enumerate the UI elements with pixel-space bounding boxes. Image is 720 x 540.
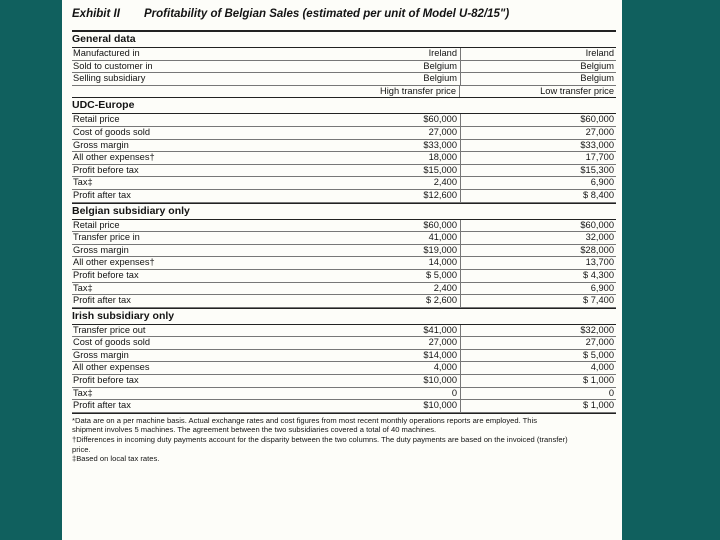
value-low: $60,000 <box>580 219 614 230</box>
section-heading-irish: Irish subsidiary only <box>72 308 616 325</box>
value-low: 17,700 <box>585 152 614 163</box>
table-row <box>72 337 616 350</box>
table-row <box>72 220 616 233</box>
value-low: $ 8,400 <box>582 189 614 200</box>
value-high: 14,000 <box>301 257 461 269</box>
row-label: Selling subsidiary <box>73 73 146 84</box>
table-row <box>72 270 616 283</box>
row-label: Tax‡ <box>73 387 93 398</box>
value-low: Ireland <box>585 48 614 58</box>
value-low: 32,000 <box>585 232 614 243</box>
table-row <box>72 61 616 74</box>
table-row <box>72 350 616 363</box>
value-high: 41,000 <box>301 232 461 244</box>
row-label: Transfer price out <box>73 324 146 335</box>
row-label: Tax‡ <box>73 282 93 293</box>
value-low: $ 7,400 <box>582 295 614 306</box>
value-low: $ 5,000 <box>582 349 614 360</box>
row-label: Gross margin <box>73 349 129 360</box>
value-high: $15,000 <box>301 165 461 177</box>
value-high: 0 <box>301 388 461 400</box>
footnote-line: *Data are on a per machine basis. Actual exchange rates and cost figures from most recent monthly operations reports are employed. This <box>72 415 538 425</box>
row-label: Retail price <box>73 219 120 230</box>
row-label: All other expenses† <box>73 152 155 163</box>
value-low: $60,000 <box>580 114 614 125</box>
footnote-line: shipment involves 5 machines. The agreement between the two subsidiaries covered a total of 40 machines. <box>72 425 437 435</box>
table-row <box>72 362 616 375</box>
value-low: $33,000 <box>580 139 614 150</box>
value-low: 27,000 <box>585 126 614 137</box>
value-low: 6,900 <box>590 282 614 293</box>
table-row <box>72 165 616 178</box>
table-row <box>72 283 616 296</box>
row-label: Profit after tax <box>73 295 131 306</box>
value-low: $ 4,300 <box>582 269 614 280</box>
row-label: Gross margin <box>73 139 129 150</box>
column-header-low: Low transfer price <box>540 85 614 96</box>
exhibit-title: Profitability of Belgian Sales (estimated per unit of Model U-82/15") <box>144 8 510 20</box>
value-low: $ 1,000 <box>582 400 614 411</box>
value-high: $33,000 <box>301 140 461 152</box>
value-high: $19,000 <box>301 245 461 257</box>
value-high: $10,000 <box>301 400 461 412</box>
row-label: All other expenses <box>73 362 150 373</box>
section-heading-udc: UDC-Europe <box>72 97 616 114</box>
table-row <box>72 177 616 190</box>
value-low: 13,700 <box>585 257 614 268</box>
value-high: Belgium <box>301 73 461 85</box>
table-row <box>72 48 616 61</box>
section-heading-belgian: Belgian subsidiary only <box>72 203 616 220</box>
table-row <box>72 400 616 413</box>
column-header-row <box>72 86 616 98</box>
table-row <box>72 295 616 308</box>
table-row <box>72 140 616 153</box>
table-row <box>72 127 616 140</box>
row-label: Retail price <box>73 114 120 125</box>
value-high: 18,000 <box>301 152 461 164</box>
value-high: 4,000 <box>301 362 461 374</box>
row-label: Tax‡ <box>73 177 93 188</box>
value-high: $12,600 <box>301 190 461 202</box>
table-row <box>72 388 616 401</box>
row-label: Profit after tax <box>73 189 131 200</box>
value-high: 2,400 <box>301 283 461 295</box>
value-low: 4,000 <box>590 362 614 373</box>
exhibit-document <box>62 0 622 540</box>
title-row <box>72 8 616 31</box>
row-label: Cost of goods sold <box>73 126 151 137</box>
value-low: $32,000 <box>580 324 614 335</box>
value-low: $28,000 <box>580 244 614 255</box>
value-high: $ 2,600 <box>301 295 461 307</box>
table-row <box>72 232 616 245</box>
footnote-line: price. <box>72 444 91 454</box>
row-label: All other expenses† <box>73 257 155 268</box>
table-row <box>72 114 616 127</box>
value-high: $41,000 <box>301 325 461 337</box>
table-row <box>72 257 616 270</box>
value-high: 2,400 <box>301 177 461 189</box>
value-high: $10,000 <box>301 375 461 387</box>
value-low: Belgium <box>580 60 614 71</box>
row-label: Manufactured in <box>73 48 140 58</box>
table-row <box>72 73 616 86</box>
value-high: Belgium <box>301 61 461 73</box>
value-low: 0 <box>608 387 614 398</box>
value-high: $60,000 <box>301 114 461 126</box>
value-low: 6,900 <box>590 177 614 188</box>
table-row <box>72 375 616 388</box>
row-label: Gross margin <box>73 244 129 255</box>
value-high: Ireland <box>301 48 461 60</box>
table-row <box>72 190 616 203</box>
value-high: 27,000 <box>301 337 461 349</box>
footnote-line: †Differences in incoming duty payments account for the disparity between the two columns. The duty payments are based on the invoiced (transfer) <box>72 435 568 445</box>
value-low: $ 1,000 <box>582 375 614 386</box>
table-row <box>72 245 616 258</box>
table-row <box>72 152 616 165</box>
row-label: Profit before tax <box>73 375 139 386</box>
value-low: Belgium <box>580 73 614 84</box>
value-high: $60,000 <box>301 220 461 232</box>
footnote-line: ‡Based on local tax rates. <box>72 454 160 464</box>
value-low: $15,300 <box>580 164 614 175</box>
row-label: Sold to customer in <box>73 60 153 71</box>
exhibit-label: Exhibit II <box>72 8 120 20</box>
row-label: Profit after tax <box>73 400 131 411</box>
section-heading-general: General data <box>72 31 616 48</box>
value-high: $ 5,000 <box>301 270 461 282</box>
footnotes <box>72 413 616 464</box>
value-high: $14,000 <box>301 350 461 362</box>
row-label: Profit before tax <box>73 269 139 280</box>
value-high: 27,000 <box>301 127 461 139</box>
row-label: Cost of goods sold <box>73 337 151 348</box>
row-label: Transfer price in <box>73 232 140 243</box>
row-label: Profit before tax <box>73 164 139 175</box>
value-low: 27,000 <box>585 337 614 348</box>
table-row <box>72 325 616 338</box>
column-header-high: High transfer price <box>300 86 460 98</box>
